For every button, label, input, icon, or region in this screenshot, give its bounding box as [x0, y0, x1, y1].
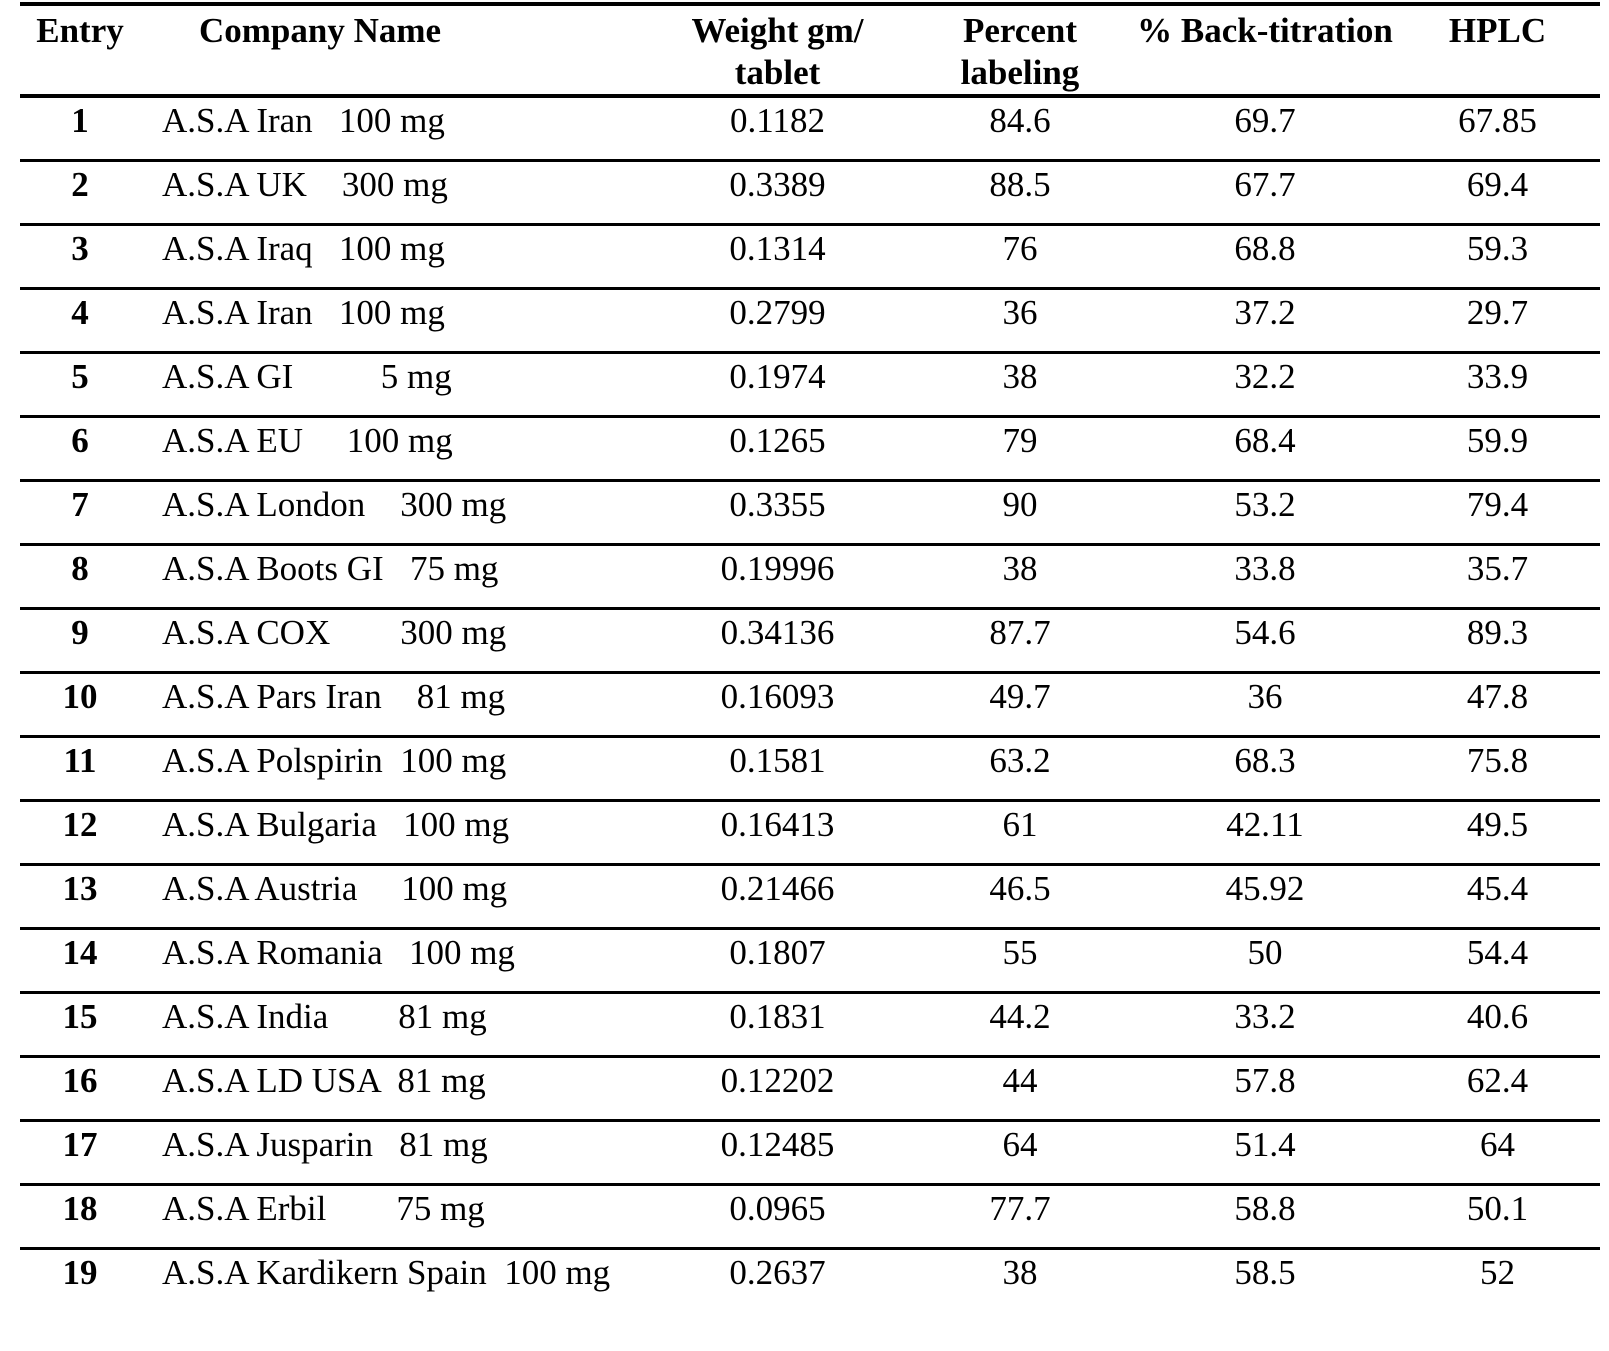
- percent-labeling-cell: 63.2: [905, 737, 1135, 801]
- company-name-cell: A.S.A LD USA 81 mg: [140, 1057, 650, 1121]
- hplc-cell: 67.85: [1395, 96, 1600, 161]
- aspirin-assay-table: [20, 2, 1600, 1351]
- entry-cell: 2: [20, 161, 140, 225]
- percent-labeling-cell: 38: [905, 545, 1135, 609]
- company-name-cell: A.S.A Kardikern Spain 100 mg: [140, 1249, 650, 1351]
- aspirin-assay-table-container: [20, 2, 1600, 1351]
- entry-cell: 19: [20, 1249, 140, 1351]
- header-company-name: Company Name: [140, 4, 650, 96]
- weight-cell: 0.1265: [650, 417, 905, 481]
- weight-cell: 0.12202: [650, 1057, 905, 1121]
- table-row: [20, 929, 1600, 993]
- weight-cell: 0.21466: [650, 865, 905, 929]
- hplc-cell: 47.8: [1395, 673, 1600, 737]
- percent-labeling-cell: 76: [905, 225, 1135, 289]
- company-name-cell: A.S.A Austria 100 mg: [140, 865, 650, 929]
- back-titration-cell: 69.7: [1135, 96, 1395, 161]
- hplc-cell: 75.8: [1395, 737, 1600, 801]
- percent-labeling-cell: 88.5: [905, 161, 1135, 225]
- hplc-cell: 49.5: [1395, 801, 1600, 865]
- company-name-cell: A.S.A Romania 100 mg: [140, 929, 650, 993]
- entry-cell: 12: [20, 801, 140, 865]
- table-row: [20, 865, 1600, 929]
- weight-cell: 0.0965: [650, 1185, 905, 1249]
- company-name-cell: A.S.A India 81 mg: [140, 993, 650, 1057]
- entry-cell: 10: [20, 673, 140, 737]
- percent-labeling-cell: 49.7: [905, 673, 1135, 737]
- entry-cell: 1: [20, 96, 140, 161]
- weight-cell: 0.34136: [650, 609, 905, 673]
- back-titration-cell: 58.8: [1135, 1185, 1395, 1249]
- weight-cell: 0.1974: [650, 353, 905, 417]
- table-row: [20, 609, 1600, 673]
- percent-labeling-cell: 38: [905, 1249, 1135, 1351]
- back-titration-cell: 36: [1135, 673, 1395, 737]
- hplc-cell: 50.1: [1395, 1185, 1600, 1249]
- table-header: [20, 4, 1600, 96]
- back-titration-cell: 33.2: [1135, 993, 1395, 1057]
- weight-cell: 0.1831: [650, 993, 905, 1057]
- entry-cell: 5: [20, 353, 140, 417]
- hplc-cell: 79.4: [1395, 481, 1600, 545]
- hplc-cell: 69.4: [1395, 161, 1600, 225]
- weight-cell: 0.1182: [650, 96, 905, 161]
- table-row: [20, 353, 1600, 417]
- hplc-cell: 52: [1395, 1249, 1600, 1351]
- weight-cell: 0.16093: [650, 673, 905, 737]
- header-weight: Weight gm/ tablet: [650, 4, 905, 96]
- hplc-cell: 89.3: [1395, 609, 1600, 673]
- weight-cell: 0.3355: [650, 481, 905, 545]
- company-name-cell: A.S.A Pars Iran 81 mg: [140, 673, 650, 737]
- percent-labeling-cell: 77.7: [905, 1185, 1135, 1249]
- back-titration-cell: 53.2: [1135, 481, 1395, 545]
- table-row: [20, 417, 1600, 481]
- hplc-cell: 35.7: [1395, 545, 1600, 609]
- weight-cell: 0.12485: [650, 1121, 905, 1185]
- weight-cell: 0.1581: [650, 737, 905, 801]
- table-row: [20, 737, 1600, 801]
- percent-labeling-cell: 61: [905, 801, 1135, 865]
- percent-labeling-cell: 84.6: [905, 96, 1135, 161]
- percent-labeling-cell: 44.2: [905, 993, 1135, 1057]
- table-row: [20, 96, 1600, 161]
- hplc-cell: 64: [1395, 1121, 1600, 1185]
- table-row: [20, 1057, 1600, 1121]
- table-row: [20, 993, 1600, 1057]
- company-name-cell: A.S.A Erbil 75 mg: [140, 1185, 650, 1249]
- percent-labeling-cell: 36: [905, 289, 1135, 353]
- hplc-cell: 59.3: [1395, 225, 1600, 289]
- percent-labeling-cell: 46.5: [905, 865, 1135, 929]
- percent-labeling-cell: 44: [905, 1057, 1135, 1121]
- company-name-cell: A.S.A Iraq 100 mg: [140, 225, 650, 289]
- table-row: [20, 161, 1600, 225]
- table-row: [20, 1249, 1600, 1351]
- weight-cell: 0.19996: [650, 545, 905, 609]
- company-name-cell: A.S.A GI 5 mg: [140, 353, 650, 417]
- back-titration-cell: 68.4: [1135, 417, 1395, 481]
- table-row: [20, 1185, 1600, 1249]
- hplc-cell: 54.4: [1395, 929, 1600, 993]
- entry-cell: 16: [20, 1057, 140, 1121]
- table-row: [20, 545, 1600, 609]
- entry-cell: 6: [20, 417, 140, 481]
- back-titration-cell: 42.11: [1135, 801, 1395, 865]
- table-row: [20, 673, 1600, 737]
- company-name-cell: A.S.A Boots GI 75 mg: [140, 545, 650, 609]
- back-titration-cell: 67.7: [1135, 161, 1395, 225]
- entry-cell: 14: [20, 929, 140, 993]
- header-row: [20, 4, 1600, 96]
- table-body: [20, 96, 1600, 1351]
- header-entry: Entry: [20, 4, 140, 96]
- company-name-cell: A.S.A Bulgaria 100 mg: [140, 801, 650, 865]
- back-titration-cell: 50: [1135, 929, 1395, 993]
- percent-labeling-cell: 79: [905, 417, 1135, 481]
- percent-labeling-cell: 87.7: [905, 609, 1135, 673]
- header-percent-labeling: Percent labeling: [905, 4, 1135, 96]
- table-row: [20, 481, 1600, 545]
- percent-labeling-cell: 90: [905, 481, 1135, 545]
- weight-cell: 0.1807: [650, 929, 905, 993]
- entry-cell: 13: [20, 865, 140, 929]
- hplc-cell: 33.9: [1395, 353, 1600, 417]
- table-row: [20, 289, 1600, 353]
- header-back-titration: % Back-titration: [1135, 4, 1395, 96]
- back-titration-cell: 37.2: [1135, 289, 1395, 353]
- weight-cell: 0.1314: [650, 225, 905, 289]
- percent-labeling-cell: 38: [905, 353, 1135, 417]
- percent-labeling-cell: 55: [905, 929, 1135, 993]
- company-name-cell: A.S.A Polspirin 100 mg: [140, 737, 650, 801]
- weight-cell: 0.3389: [650, 161, 905, 225]
- back-titration-cell: 68.3: [1135, 737, 1395, 801]
- entry-cell: 15: [20, 993, 140, 1057]
- company-name-cell: A.S.A Jusparin 81 mg: [140, 1121, 650, 1185]
- entry-cell: 3: [20, 225, 140, 289]
- entry-cell: 8: [20, 545, 140, 609]
- entry-cell: 11: [20, 737, 140, 801]
- weight-cell: 0.16413: [650, 801, 905, 865]
- entry-cell: 9: [20, 609, 140, 673]
- header-hplc: HPLC: [1395, 4, 1600, 96]
- entry-cell: 7: [20, 481, 140, 545]
- weight-cell: 0.2637: [650, 1249, 905, 1351]
- hplc-cell: 40.6: [1395, 993, 1600, 1057]
- back-titration-cell: 32.2: [1135, 353, 1395, 417]
- back-titration-cell: 68.8: [1135, 225, 1395, 289]
- company-name-cell: A.S.A UK 300 mg: [140, 161, 650, 225]
- company-name-cell: A.S.A Iran 100 mg: [140, 96, 650, 161]
- hplc-cell: 45.4: [1395, 865, 1600, 929]
- entry-cell: 4: [20, 289, 140, 353]
- company-name-cell: A.S.A EU 100 mg: [140, 417, 650, 481]
- percent-labeling-cell: 64: [905, 1121, 1135, 1185]
- table-row: [20, 801, 1600, 865]
- entry-cell: 17: [20, 1121, 140, 1185]
- back-titration-cell: 33.8: [1135, 545, 1395, 609]
- hplc-cell: 62.4: [1395, 1057, 1600, 1121]
- back-titration-cell: 58.5: [1135, 1249, 1395, 1351]
- table-row: [20, 225, 1600, 289]
- back-titration-cell: 45.92: [1135, 865, 1395, 929]
- company-name-cell: A.S.A COX 300 mg: [140, 609, 650, 673]
- company-name-cell: A.S.A Iran 100 mg: [140, 289, 650, 353]
- company-name-cell: A.S.A London 300 mg: [140, 481, 650, 545]
- entry-cell: 18: [20, 1185, 140, 1249]
- hplc-cell: 29.7: [1395, 289, 1600, 353]
- back-titration-cell: 57.8: [1135, 1057, 1395, 1121]
- weight-cell: 0.2799: [650, 289, 905, 353]
- back-titration-cell: 51.4: [1135, 1121, 1395, 1185]
- hplc-cell: 59.9: [1395, 417, 1600, 481]
- table-row: [20, 1121, 1600, 1185]
- back-titration-cell: 54.6: [1135, 609, 1395, 673]
